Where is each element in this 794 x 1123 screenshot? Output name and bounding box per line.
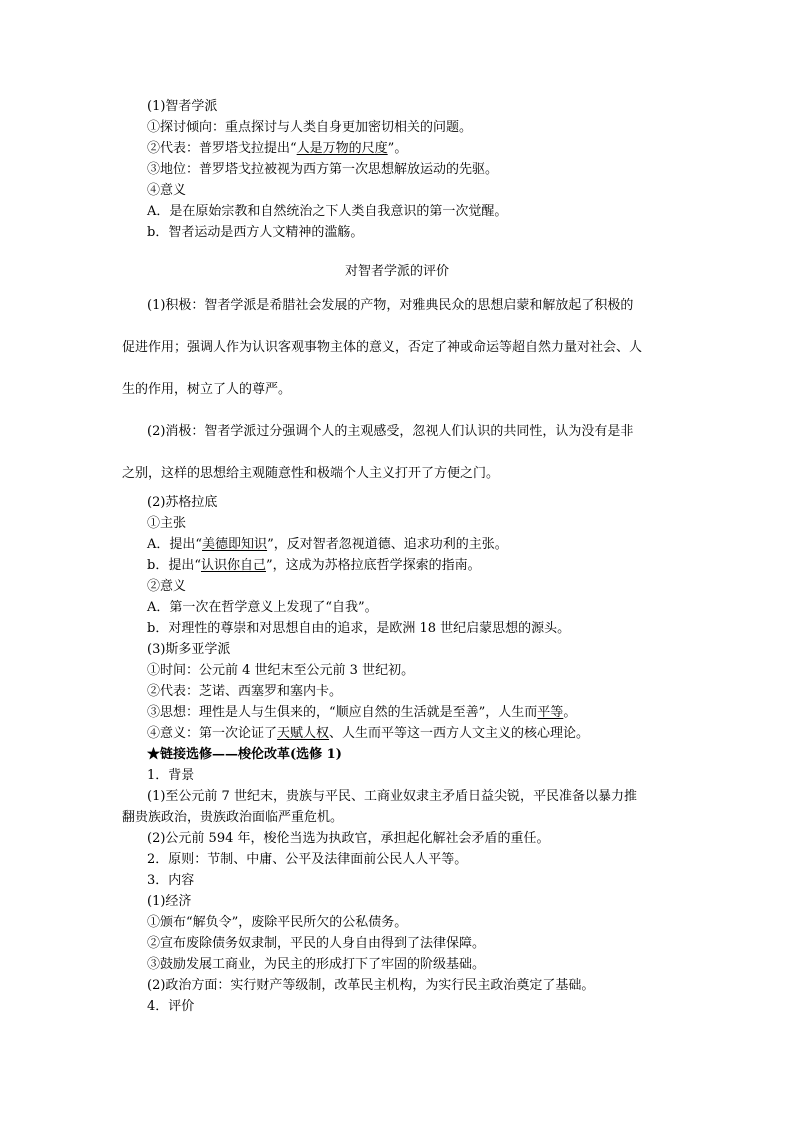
solon-politics: (2)政治方面：实行财产等级制，改革民主机构，为实行民主政治奠定了基础。 (147, 978, 595, 993)
solon-background-1a: (1)至公元前 7 世纪末，贵族与平民、工商业奴隶主矛盾日益尖锐，平民准备以暴力推 (147, 789, 637, 804)
evaluation-negative-line: (2)消极：智者学派过分强调个人的主观感受，忽视人们认识的共同性，认为没有是非 (147, 424, 634, 439)
sophists-status: ③地位：普罗塔戈拉被视为西方第一次思想解放运动的先驱。 (147, 162, 499, 177)
solon-background-1b: 翻贵族政治，贵族政治面临严重危机。 (122, 810, 344, 825)
sophists-meaning-a: A．是在原始宗教和自然统治之下人类自我意识的第一次觉醒。 (147, 204, 508, 219)
underlined-term: 人是万物的尺度 (296, 141, 388, 156)
socrates-heading: (2)苏格拉底 (147, 495, 218, 510)
solon-link-title: ★链接选修——梭伦改革(选修 1) (147, 747, 342, 762)
solon-evaluation-title: 4．评价 (147, 999, 195, 1014)
stoics-heading: (3)斯多亚学派 (147, 642, 231, 657)
stoics-thought: ③思想：理性是人与生俱来的，“顺应自然的生活就是至善”，人生而平等。 (147, 705, 577, 720)
sophists-meaning-b: b．智者运动是西方人文精神的滥觞。 (147, 225, 364, 240)
underlined-term: 美德即知识 (202, 537, 268, 552)
evaluation-negative-line: 之别，这样的思想给主观随意性和极端个人主义打开了方便之门。 (122, 466, 500, 481)
solon-background-title: 1．背景 (147, 768, 195, 783)
sophists-meaning-title: ④意义 (147, 183, 187, 198)
stoics-representatives: ②代表：芝诺、西塞罗和塞内卡。 (147, 684, 343, 699)
evaluation-title: 对智者学派的评价 (344, 264, 449, 279)
solon-economy-item: ③鼓励发展工商业，为民主的形成打下了牢固的阶级基础。 (147, 957, 486, 972)
stoics-meaning: ④意义：第一次论证了天赋人权、人生而平等这一西方人文主义的核心理论。 (147, 726, 590, 741)
socrates-meaning-title: ②意义 (147, 579, 187, 594)
sophists-heading: (1)智者学派 (147, 99, 218, 114)
underlined-term: 认识你自己 (200, 558, 266, 573)
evaluation-positive-line: 生的作用，树立了人的尊严。 (122, 382, 292, 397)
socrates-meaning-b: b．对理性的尊崇和对思想自由的追求，是欧洲 18 世纪启蒙思想的源头。 (147, 621, 571, 636)
stoics-time: ①时间：公元前 4 世纪末至公元前 3 世纪初。 (147, 663, 415, 678)
socrates-claims-title: ①主张 (147, 516, 187, 531)
evaluation-positive-line: 促进作用；强调人作为认识客观事物主体的意义，否定了神或命运等超自然力量对社会、人 (122, 340, 643, 355)
solon-economy-title: (1)经济 (147, 894, 192, 909)
solon-principle: 2．原则：节制、中庸、公平及法律面前公民人人平等。 (147, 852, 468, 867)
solon-economy-item: ②宣布废除债务奴隶制，平民的人身自由得到了法律保障。 (147, 936, 486, 951)
sophists-representative: ②代表：普罗塔戈拉提出“人是万物的尺度”。 (147, 141, 408, 156)
sophists-tendency: ①探讨倾向：重点探讨与人类自身更加密切相关的问题。 (147, 120, 473, 135)
solon-background-2: (2)公元前 594 年，梭伦当选为执政官，承担起化解社会矛盾的重任。 (147, 831, 550, 846)
underlined-term: 平等 (537, 705, 564, 720)
evaluation-positive-line: (1)积极：智者学派是希腊社会发展的产物，对雅典民众的思想启蒙和解放起了积极的 (147, 298, 634, 313)
socrates-claim-a: A．提出“美德即知识”，反对智者忽视道德、追求功利的主张。 (147, 537, 508, 552)
socrates-claim-b: b．提出“认识你自己”，这成为苏格拉底哲学探索的指南。 (147, 558, 481, 573)
socrates-meaning-a: A．第一次在哲学意义上发现了“自我”。 (147, 600, 378, 615)
underlined-term: 天赋人权 (277, 726, 330, 741)
solon-content-title: 3．内容 (147, 873, 195, 888)
solon-economy-item: ①颁布“解负令”，废除平民所欠的公私债务。 (147, 915, 408, 930)
